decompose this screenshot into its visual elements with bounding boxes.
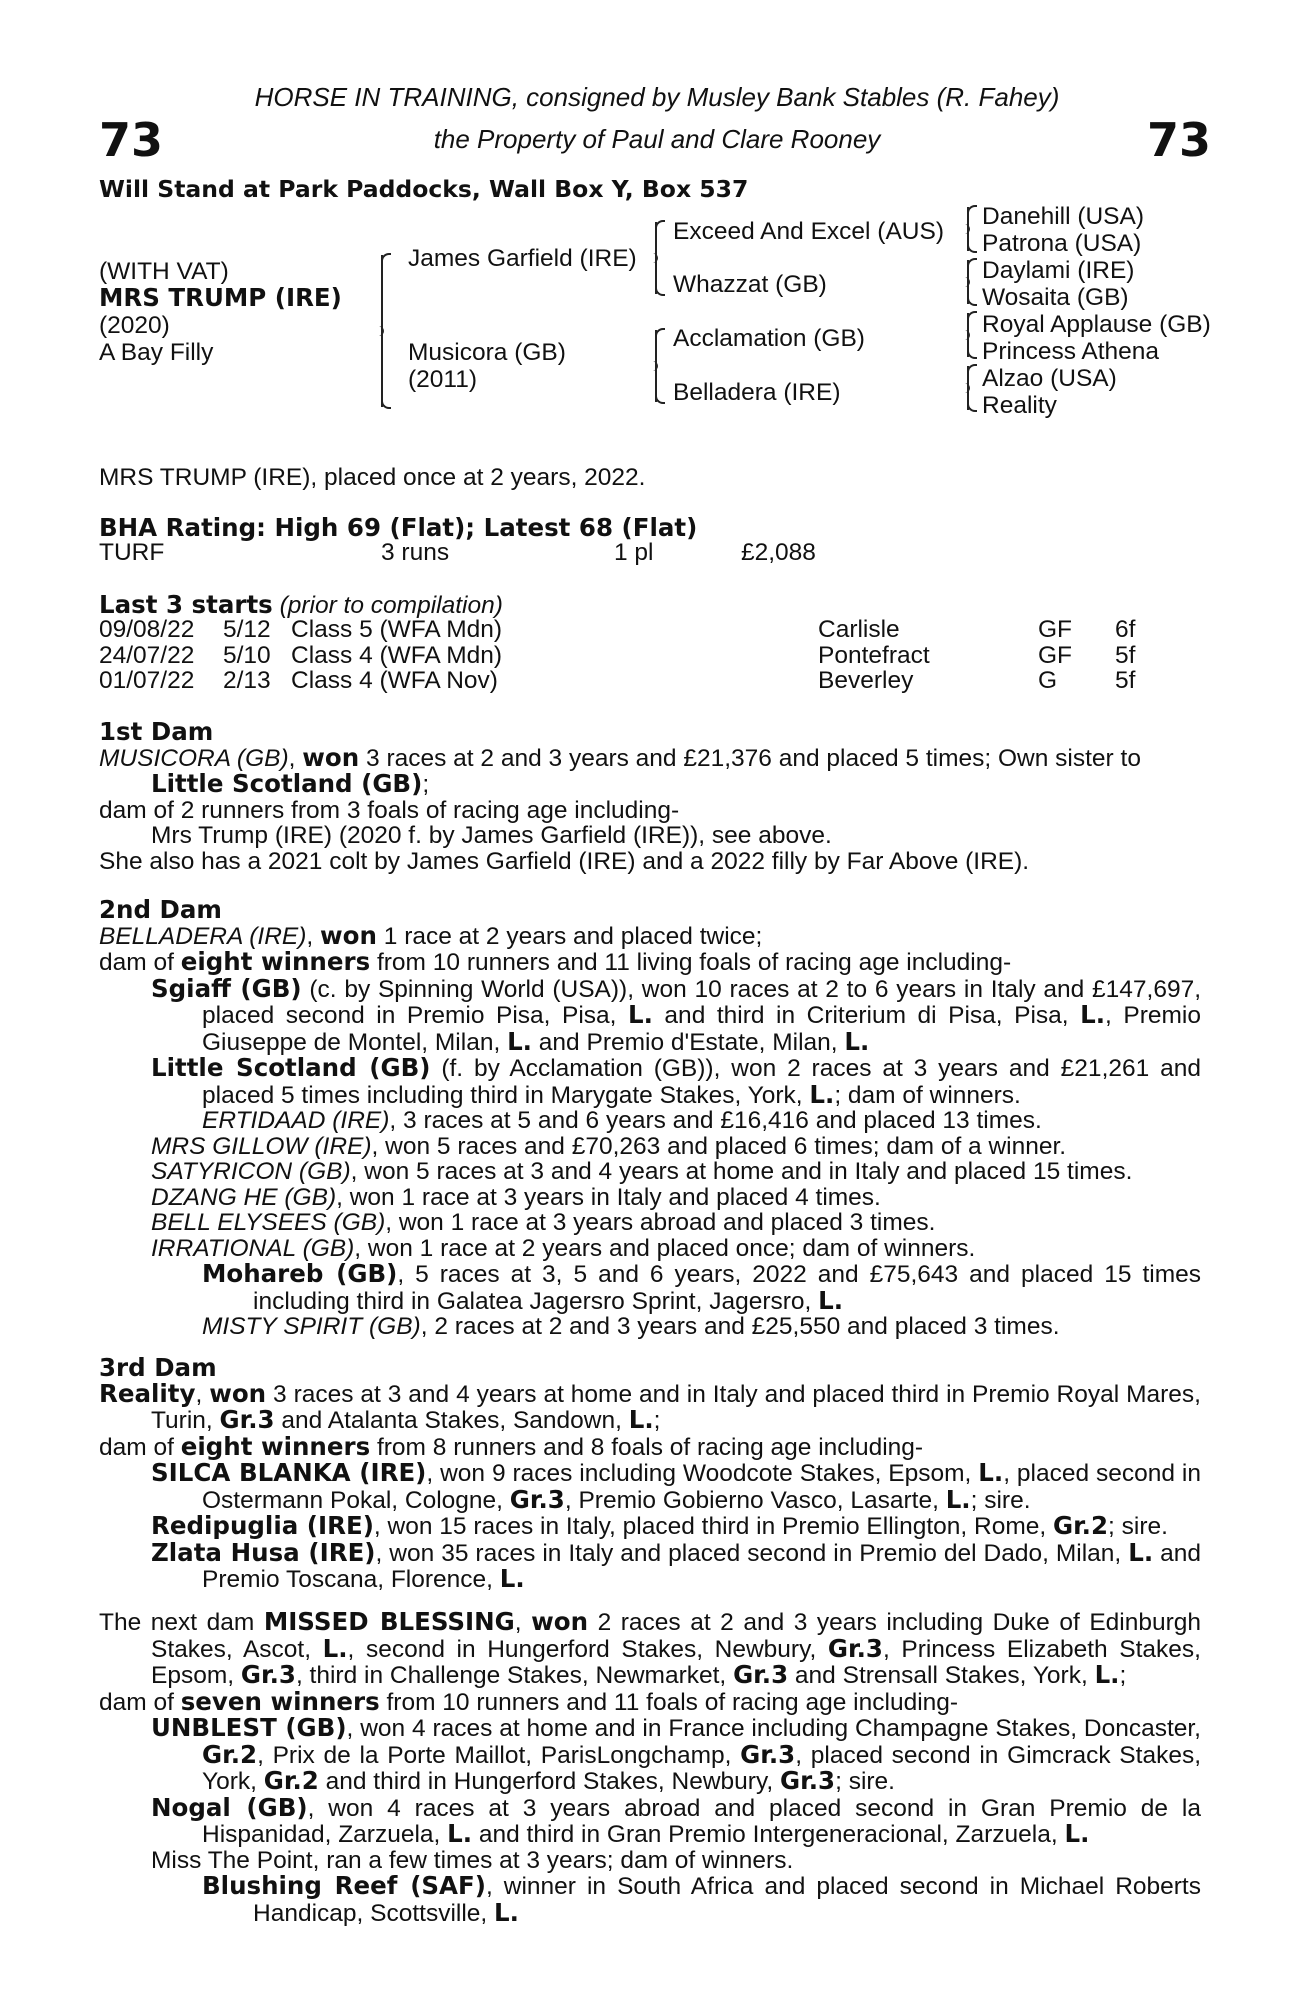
list-item: Zlata Husa (IRE), won 35 races in Italy and placed second in Premio del Dado, Milan, L. and Premio Toscana, Florence, L. [151,1537,1201,1593]
start-position: 5/12 [223,616,271,643]
pedigree-brace-g2 [967,260,969,304]
list-item: BELL ELYSEES (GB), won 1 race at 3 years abroad and placed 3 times. [151,1209,936,1236]
list-item: SATYRICON (GB), won 5 races at 3 and 4 years at home and in Italy and placed 15 times. [151,1158,1133,1185]
last-starts-note: (prior to compilation) [279,592,503,619]
list-item: SILCA BLANKA (IRE), won 9 races including Woodcote Stakes, Epsom, L., placed second in Ostermann Pokal, Cologne, Gr.3, Premio Gobierno Vasco, Lasarte, L.; sire. [151,1458,1201,1514]
pedigree-brace-dam [655,330,657,402]
pedigree-dam-dam: Belladera (IRE) [673,379,841,406]
next-dam-produce-summary: dam of seven winners from 10 runners and 11 foals of racing age including- [99,1686,959,1716]
start-distance: 5f [1115,667,1136,694]
start-distance: 5f [1115,641,1136,669]
last-starts-heading [99,592,503,619]
rating-surface: TURF [99,539,165,566]
second-dam-produce-summary: dam of eight winners from 10 runners and 11 living foals of racing age including- [99,947,1012,976]
rating-title: BHA Rating: High 69 (Flat); Latest 68 (Flat) [99,513,698,542]
pedigree-g4: Wosaita (GB) [982,284,1129,311]
third-dam-record: Reality, won 3 races at 3 and 4 years at home and in Italy and placed third in Premio Royal Mares, Turin, Gr.3 and Atalanta Stakes, Sandown, L.; [99,1378,1201,1434]
start-date: 09/08/22 [99,616,195,643]
pedigree-brace-sire [655,222,657,294]
table-row [99,617,1135,643]
stabling-location: Will Stand at Park Paddocks, Wall Box Y, Box 537 [99,175,749,203]
next-dam-record: The next dam MISSED BLESSING, won 2 races at 2 and 3 years including Duke of Edinburgh Stakes, Ascot, L., second in Hungerford Stakes, Newbury, Gr.3, Princess Elizabeth Stakes, Epsom, Gr.3, third in Challenge Stakes, Newmarket, Gr.3 and Strensall Stakes, York, L.; [99,1607,1202,1689]
list-item: DZANG HE (GB), won 1 race at 3 years in Italy and placed 4 times. [151,1183,881,1211]
first-dam-produce-summary: dam of 2 runners from 3 foals of racing age including- [99,796,680,824]
list-item: Little Scotland (GB) (f. by Acclamation (GB)), won 2 races at 3 years and £21,261 and placed 5 times including third in Marygate Stakes, York, L.; dam of winners. [151,1053,1201,1109]
pedigree-g3: Daylami (IRE) [982,257,1135,284]
first-dam-produce-item: Mrs Trump (IRE) (2020 f. by James Garfield (IRE)), see above. [151,822,832,849]
rating-runs: 3 runs [381,539,450,566]
third-dam-heading: 3rd Dam [99,1353,217,1382]
pedigree-dam-year: (2011) [408,366,478,393]
pedigree-g1: Danehill (USA) [982,203,1145,230]
pedigree-brace-main [381,255,383,407]
start-race: Class 4 (WFA Mdn) [291,641,503,669]
pedigree-g5: Royal Applause (GB) [982,311,1211,338]
list-item: UNBLEST (GB), won 4 races at home and in France including Champagne Stakes, Doncaster, Gr.2, Prix de la Porte Maillot, ParisLongchamp, Gr.3, placed second in Gimcrack Stakes, York, Gr.2 and third in Hungerford Stakes, Newbury, Gr.3; sire. [151,1713,1201,1795]
first-dam-foals-note: She also has a 2021 colt by James Garfield (IRE) and a 2022 filly by Far Above (IRE). [99,847,1030,875]
start-position: 5/10 [223,641,271,669]
horse-description: A Bay Filly [99,339,214,366]
horse-year: (2020) [99,312,170,339]
pedigree-g6: Princess Athena [982,338,1160,365]
rating-placed: 1 pl [614,539,654,566]
start-course: Pontefract [818,641,930,669]
rating-prize: £2,088 [741,539,816,566]
list-item: Mohareb (GB), 5 races at 3, 5 and 6 years, 2022 and £75,643 and placed 15 times including third in Galatea Jagersro Sprint, Jagersro, L. [202,1259,1201,1315]
list-item: Redipuglia (IRE), won 15 races in Italy, placed third in Premio Ellington, Rome, Gr.2; sire. [151,1511,1168,1540]
start-date: 24/07/22 [99,641,195,669]
pedigree-brace-g4 [967,366,969,410]
header-property: the Property of Paul and Clare Rooney [433,124,881,154]
vat-status: (WITH VAT) [99,258,229,285]
next-dam-section [99,1609,1201,1926]
start-going: G [1038,667,1058,694]
first-dam-record: MUSICORA (GB), won 3 races at 2 and 3 years and £21,376 and placed 5 times; Own sister to Little Scotland (GB); [99,742,1141,798]
pedigree-brace-g1 [967,207,969,251]
pedigree-dam: Musicora (GB) [408,339,566,366]
pedigree-sire-dam: Whazzat (GB) [673,271,827,298]
first-dam-section [99,719,1201,874]
second-dam-heading: 2nd Dam [99,895,222,924]
pedigree-g7: Alzao (USA) [982,365,1117,392]
list-item: IRRATIONAL (GB), won 1 race at 2 years and placed once; dam of winners. [151,1234,976,1262]
start-going: GF [1038,641,1073,669]
list-item: Nogal (GB), won 4 races at 3 years abroad and placed second in Gran Premio de la Hispanidad, Zarzuela, L. and third in Gran Premio Intergeneracional, Zarzuela, L. [151,1792,1201,1848]
table-row [99,668,1135,694]
second-dam-section [99,897,1201,1340]
start-position: 2/13 [223,667,271,694]
list-item: ERTIDAAD (IRE), 3 races at 5 and 6 years and £16,416 and placed 13 times. [202,1107,1042,1134]
pedigree-brace-g3 [967,313,969,357]
first-dam-sister: Little Scotland (GB) [151,769,423,798]
start-race: Class 5 (WFA Mdn) [291,616,503,643]
race-summary: MRS TRUMP (IRE), placed once at 2 years, 2022. [99,464,646,491]
pedigree-dam-sire: Acclamation (GB) [673,325,865,352]
start-date: 01/07/22 [99,667,195,694]
horse-name: MRS TRUMP (IRE) [99,283,342,312]
pedigree-g8: Reality [982,392,1057,419]
start-course: Carlisle [818,616,900,643]
second-dam-record: BELLADERA (IRE), won 1 race at 2 years and placed twice; [99,920,763,950]
header-consignor: HORSE IN TRAINING, consigned by Musley Bank Stables (R. Fahey) [254,82,1060,112]
pedigree-sire: James Garfield (IRE) [408,245,637,272]
list-item: MRS GILLOW (IRE), won 5 races and £70,263 and placed 6 times; dam of a winner. [151,1132,1067,1160]
lot-number-right: 73 [1147,113,1212,167]
list-item: Blushing Reef (SAF), winner in South Africa and placed second in Michael Roberts Handicap, Scottsville, L. [202,1871,1201,1927]
pedigree-g2: Patrona (USA) [982,230,1142,257]
third-dam-section [99,1355,1201,1593]
start-race: Class 4 (WFA Nov) [291,667,498,694]
third-dam-produce-summary: dam of eight winners from 8 runners and 8 foals of racing age including- [99,1431,924,1461]
start-going: GF [1038,616,1073,643]
list-item: Miss The Point, ran a few times at 3 years; dam of winners. [151,1846,794,1874]
start-course: Beverley [818,667,914,694]
lot-number-left: 73 [99,113,164,167]
table-row [99,643,1135,669]
first-dam-name: MUSICORA (GB) [99,744,289,772]
first-dam-heading: 1st Dam [99,717,214,746]
last-starts-table [99,617,1135,694]
pedigree-sire-sire: Exceed And Excel (AUS) [673,218,944,245]
last-starts-title: Last 3 starts [99,590,273,619]
start-distance: 6f [1115,616,1136,643]
list-item: MISTY SPIRIT (GB), 2 races at 2 and 3 years and £25,550 and placed 3 times. [202,1313,1060,1340]
list-item: Sgiaff (GB) (c. by Spinning World (USA)), won 10 races at 2 to 6 years in Italy and £147,697, placed second in Premio Pisa, Pisa, L. and third in Criterium di Pisa, Pisa, L., Premio Giuseppe de Montel, Milan, L. and Premio d'Estate, Milan, L. [151,973,1202,1056]
